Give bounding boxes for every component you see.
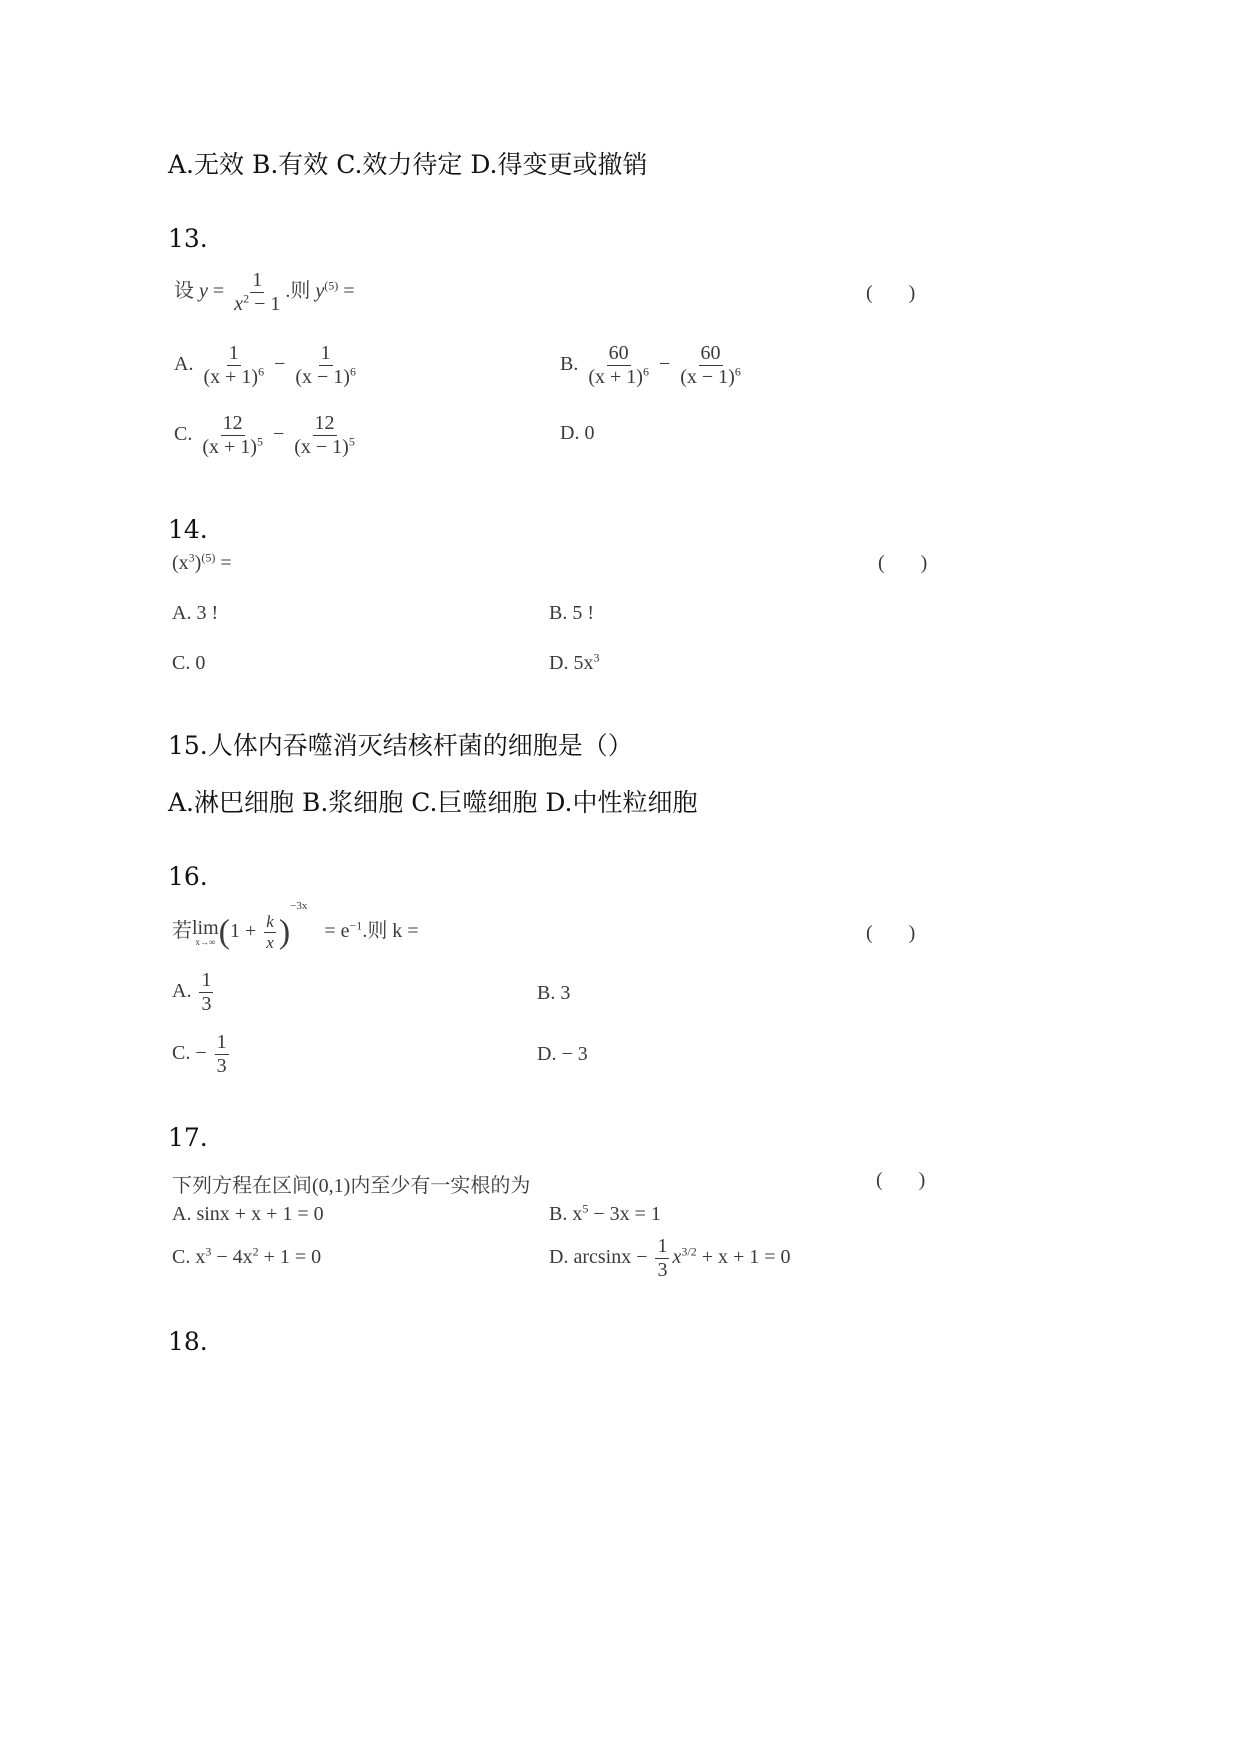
q13-a-den1-exp: 6	[258, 364, 265, 379]
q14-number: 14.	[168, 515, 208, 544]
q16-k: k	[266, 912, 274, 932]
q14-answer-paren: ()	[878, 552, 964, 574]
q16-stem	[172, 900, 419, 952]
q18-number: 18.	[168, 1327, 208, 1356]
q15-stem: 15.人体内吞噬消灭结核杆菌的细胞是（）	[168, 731, 633, 760]
q17-option-b	[549, 1203, 661, 1226]
q14-stem-exp2: (5)	[201, 550, 216, 565]
q14-stem-base: (x	[172, 552, 189, 574]
q17-c-prefix: C. x	[172, 1246, 206, 1268]
q13-var-y: y	[199, 280, 208, 303]
q16-a-den: 3	[201, 993, 212, 1015]
q13-number: 13.	[168, 224, 208, 253]
q14-stem	[172, 552, 232, 575]
q17-c-exp2: 2	[252, 1244, 259, 1259]
q13-option-d: D. 0	[560, 422, 595, 444]
q17-d-frac	[655, 1236, 669, 1281]
q13-den-rest: − 1	[249, 293, 281, 315]
q14-d-prefix: D. 5x	[549, 652, 594, 674]
q16-limit	[192, 918, 219, 947]
q13-b-label: B.	[560, 353, 579, 376]
q13-a-den2-exp: 6	[349, 364, 356, 379]
q17-d-x: x	[672, 1246, 682, 1269]
q17-c-mid: − 4x	[211, 1246, 253, 1268]
q13-c-den1-exp: 5	[256, 434, 263, 449]
q16-x: x	[266, 932, 274, 952]
q13-c-num1: 12	[222, 412, 243, 434]
q13-a-frac1	[201, 343, 266, 388]
q13-b-frac2	[678, 343, 743, 388]
q17-c-rest: + 1 = 0	[258, 1246, 322, 1268]
q13-b-num1: 60	[608, 342, 629, 364]
q16-option-a	[172, 970, 216, 1015]
q13-c-den2-exp: 5	[348, 434, 355, 449]
q16-stem-prefix: 若	[172, 920, 192, 942]
q16-open-paren: (	[218, 913, 230, 951]
q13-b-den1-base: (x + 1)	[588, 366, 643, 388]
q13-a-den2-base: (x − 1)	[295, 366, 350, 388]
q17-stem: 下列方程在区间(0,1)内至少有一实根的为	[172, 1175, 531, 1197]
q12-options: A.无效 B.有效 C.效力待定 D.得变更或撤销	[168, 150, 648, 179]
q13-c-den1-base: (x + 1)	[202, 436, 257, 458]
q13-den-exp: 2	[243, 291, 250, 306]
q16-a-num: 1	[201, 969, 212, 991]
q14-stem-exp1: 3	[188, 550, 195, 565]
q13-a-label: A.	[174, 353, 194, 376]
q16-option-c	[172, 1032, 232, 1077]
q16-e-exp: −1	[349, 918, 363, 933]
q17-b-rest: − 3x = 1	[588, 1203, 661, 1225]
q16-eq-e: = e	[324, 920, 350, 942]
q13-option-a	[174, 343, 361, 388]
q13-a-minus: −	[274, 353, 286, 376]
q16-number: 16.	[168, 862, 208, 891]
q13-c-frac2	[292, 413, 357, 458]
q16-option-d: D. − 3	[537, 1043, 588, 1065]
q13-a-frac2	[293, 343, 358, 388]
q16-exponent: −3x	[290, 900, 308, 912]
q13-a-num1: 1	[228, 342, 239, 364]
q16-suffix: .则 k =	[362, 920, 419, 942]
q13-c-label: C.	[174, 423, 193, 446]
q13-frac-den	[232, 293, 282, 315]
q13-c-den2	[292, 436, 357, 458]
q14-option-c: C. 0	[172, 652, 206, 674]
q13-a-den1	[201, 366, 266, 388]
q16-a-frac	[199, 970, 213, 1015]
q16-c-den: 3	[216, 1055, 227, 1077]
q14-option-a: A. 3 !	[172, 602, 219, 624]
q13-c-den1	[200, 436, 265, 458]
q13-b-frac1	[586, 343, 651, 388]
q16-a-label: A.	[172, 980, 192, 1003]
q17-option-c	[172, 1246, 321, 1269]
q13-stem	[174, 270, 355, 315]
q13-stem-suffix: .则	[285, 280, 311, 303]
q15-options: A.淋巴细胞 B.浆细胞 C.巨噬细胞 D.中性粒细胞	[168, 788, 698, 817]
q13-b-den1-exp: 6	[642, 364, 649, 379]
q16-c-label: C. −	[172, 1042, 207, 1065]
q16-lim-sub: x→∞	[195, 936, 216, 947]
q17-option-a: A. sinx + x + 1 = 0	[172, 1203, 324, 1225]
q13-den-x: x	[234, 293, 244, 315]
q13-y5: y	[315, 280, 325, 303]
q13-option-b	[560, 343, 746, 388]
q17-d-exp: 3/2	[681, 1244, 697, 1259]
q13-c-frac1	[200, 413, 265, 458]
q13-fraction	[232, 270, 282, 315]
q17-number: 17.	[168, 1123, 208, 1152]
q17-d-rest: + x + 1 = 0	[696, 1246, 791, 1269]
q14-option-d	[549, 652, 599, 675]
q17-d-den: 3	[657, 1259, 668, 1281]
q13-b-num2: 60	[700, 342, 721, 364]
q16-c-frac	[215, 1032, 229, 1077]
q13-b-den2	[678, 366, 743, 388]
q17-option-d	[549, 1236, 791, 1281]
q16-c-num: 1	[216, 1031, 227, 1053]
q13-a-num2: 1	[320, 342, 331, 364]
q17-b-exp: 5	[582, 1201, 589, 1216]
q13-frac-num: 1	[252, 269, 263, 291]
q13-y5-exp: (5)	[324, 278, 339, 293]
q16-lim-text: lim	[192, 916, 219, 939]
q14-stem-close: )	[194, 552, 202, 574]
q16-close-paren: )	[278, 913, 291, 951]
q13-stem-prefix: 设	[174, 280, 194, 303]
q14-option-b: B. 5 !	[549, 602, 594, 624]
q13-a-den1-base: (x + 1)	[203, 366, 259, 388]
q17-answer-paren: ()	[876, 1169, 962, 1191]
q16-option-b: B. 3	[537, 982, 571, 1004]
q16-one-plus: 1 +	[230, 920, 257, 942]
q13-answer-paren: ()	[866, 282, 952, 304]
q13-a-den2	[293, 366, 358, 388]
q13-eq: =	[212, 280, 225, 303]
q17-c-exp1: 3	[205, 1244, 212, 1259]
q17-d-num: 1	[657, 1235, 668, 1257]
q13-eq2: =	[343, 280, 355, 303]
q13-c-minus: −	[272, 423, 285, 446]
q16-k-over-x	[264, 913, 276, 952]
q17-b-prefix: B. x	[549, 1203, 583, 1225]
q13-c-den2-base: (x − 1)	[294, 436, 349, 458]
q17-d-prefix: D. arcsinx −	[549, 1246, 648, 1269]
q16-answer-paren: ()	[866, 922, 952, 944]
q13-c-num2: 12	[314, 412, 335, 434]
q14-stem-eq: =	[215, 552, 232, 574]
q13-b-den1	[586, 366, 651, 388]
q13-option-c	[174, 413, 360, 458]
q13-b-den2-exp: 6	[734, 364, 741, 379]
q13-b-den2-base: (x − 1)	[680, 366, 735, 388]
q13-b-minus: −	[658, 353, 671, 376]
q14-d-exp: 3	[593, 650, 600, 665]
